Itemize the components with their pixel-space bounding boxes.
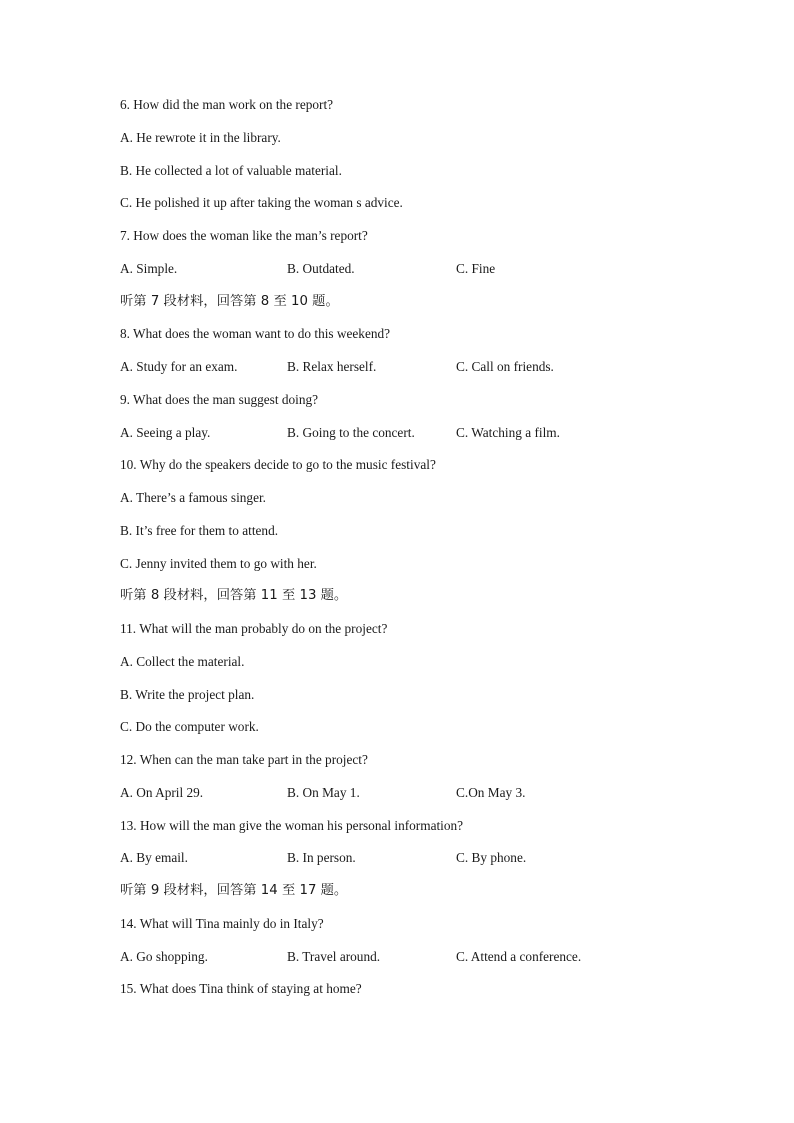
question-line: 6. How did the man work on the report?	[120, 97, 334, 112]
answer-option: C. By phone.	[456, 850, 527, 865]
answer-option: B. Travel around.	[287, 949, 381, 964]
answer-option: C.On May 3.	[456, 785, 526, 800]
question-line: 13. How will the man give the woman his personal information?	[120, 818, 464, 833]
question-line: B. He collected a lot of valuable material.	[120, 163, 342, 178]
question-line: 12. When can the man take part in the project?	[120, 752, 368, 767]
question-line: 10. Why do the speakers decide to go to the music festival?	[120, 457, 436, 472]
section-instruction: 听第 8 段材料，回答第 11 至 13 题。	[120, 588, 348, 603]
answer-option: C. Fine	[456, 261, 496, 276]
section-instruction: 听第 7 段材料，回答第 8 至 10 题。	[120, 294, 339, 309]
question-line: A. There’s a famous singer.	[120, 490, 266, 505]
answer-option: B. Outdated.	[287, 261, 355, 276]
answer-option: B. In person.	[287, 850, 356, 865]
answer-option: A. On April 29.	[120, 785, 204, 800]
question-line: A. Collect the material.	[120, 654, 245, 669]
answer-option: A. Go shopping.	[120, 949, 208, 964]
section-instruction: 听第 9 段材料，回答第 14 至 17 题。	[120, 883, 348, 898]
answer-option: A. Seeing a play.	[120, 425, 211, 440]
answer-option: B. Going to the concert.	[287, 425, 415, 440]
answer-option: C. Attend a conference.	[456, 949, 582, 964]
answer-option: A. Simple.	[120, 261, 178, 276]
answer-option: A. Study for an exam.	[120, 359, 238, 374]
answer-option: A. By email.	[120, 850, 188, 865]
question-line: B. It’s free for them to attend.	[120, 523, 279, 538]
question-line: 14. What will Tina mainly do in Italy?	[120, 916, 324, 931]
question-line: B. Write the project plan.	[120, 687, 255, 702]
question-line: 7. How does the woman like the man’s report?	[120, 228, 368, 243]
question-line: C. He polished it up after taking the woman s advice.	[120, 195, 403, 210]
answer-option: B. Relax herself.	[287, 359, 377, 374]
answer-option: B. On May 1.	[287, 785, 360, 800]
question-line: A. He rewrote it in the library.	[120, 130, 281, 145]
question-line: 8. What does the woman want to do this weekend?	[120, 326, 391, 341]
answer-option: C. Watching a film.	[456, 425, 560, 440]
question-line: C. Jenny invited them to go with her.	[120, 556, 317, 571]
question-line: 9. What does the man suggest doing?	[120, 392, 319, 407]
answer-option: C. Call on friends.	[456, 359, 554, 374]
question-line: 11. What will the man probably do on the project?	[120, 621, 388, 636]
question-line: C. Do the computer work.	[120, 719, 259, 734]
question-line: 15. What does Tina think of staying at home?	[120, 981, 362, 996]
